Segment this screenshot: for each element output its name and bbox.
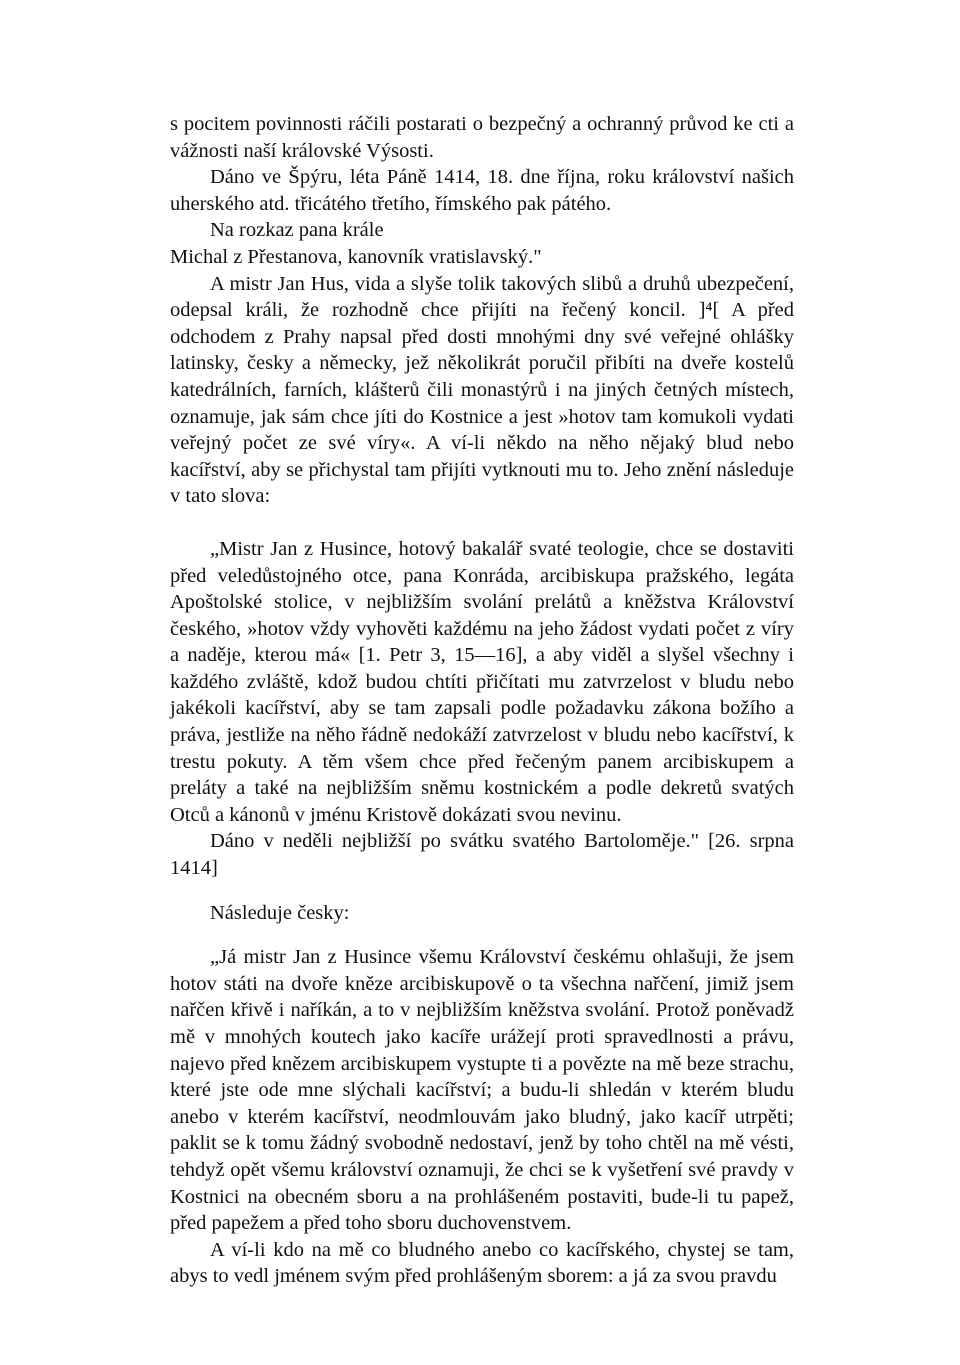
spacer	[170, 510, 794, 536]
spacer	[170, 926, 794, 944]
paragraph-6: „Mistr Jan z Husince, hotový bakalář svaté teologie, chce se dostaviti před veledůstojného otce, pana Konráda, arcibiskupa pražského, legáta Apoštolské stolice, v nejbližším svolání prelátů a kněžstva Království českého, »hotov vždy vyhověti každému na jeho žádost vydati počet z víry a naděje, kterou má« [1. Petr 3, 15—16], a aby viděl a slyšel všechny i každého zvláště, kdož budou chtíti přičítati mu zatvrzelost v bludu nebo jakékoli kacířství, aby se tam zapsali podle požadavku zákona božího a práva, jestliže na něho řádně nedokáží zatvrzelost v bludu nebo kacířství, k trestu pokuty. A těm všem chce před řečeným panem arcibiskupem a preláty a také na nejbližším sněmu kostnickém a podle dekretů svatých Otců a kánonů v jménu Kristově dokázati svou nevinu.	[170, 537, 794, 826]
paragraph-3: Na rozkaz pana krále	[210, 219, 384, 242]
paragraph-9: „Já mistr Jan z Husince všemu Království českému ohlašuji, že jsem hotov státi na dvoře kněze arcibiskupově o ta všechna nařčení, jimiž jsem nařčen křivě i naříkán, a to v nejbližším kněžstva svolání. Protož poněvadž mě v mnohých koutech jako kacíře urážejí proti spravedlnosti a právu, najevo před knězem arcibiskupem vystupte ti a povězte na mě beze strachu, které jste ode mne slýchali kacířství; a budu-li shledán v kterém bludu anebo v kterém kacířství, neodmlouvám jako bludný, jako kacíř utrpěti; paklit se k tomu žádný svobodně nedostaví, jenž by toho chtěl na mě vésti, tehdyž opět všemu království oznamuji, že chci se k vyšetření své pravdy v Kostnici na obecném sboru a na prohlášeném postaviti, bude-li tu papež, před papežem a před toho sboru duchovenstvem.	[170, 946, 794, 1235]
spacer	[170, 882, 794, 900]
paragraph-2: Dáno ve Špýru, léta Páně 1414, 18. dne října, roku království našich uherského atd. třicátého třetího, římského pak pátého.	[170, 166, 794, 215]
paragraph-7: Dáno v neděli nejbližší po svátku svatého Bartoloměje." [26. srpna 1414]	[170, 830, 794, 880]
paragraph-8: Následuje česky:	[210, 901, 350, 924]
paragraph-4: Michal z Přestanova, kanovník vratislavský."	[170, 245, 542, 268]
paragraph-10: A ví-li kdo na mě co bludného anebo co kacířského, chystej se tam, abys to vedl jménem svým před prohlášeným sborem: a já za svou pravdu	[170, 1238, 794, 1288]
document-page	[170, 111, 794, 1290]
paragraph-1: s pocitem povinnosti ráčili postarati o bezpečný a ochranný průvod ke cti a vážnosti naší královské Výsosti.	[170, 113, 794, 162]
paragraph-5: A mistr Jan Hus, vida a slyše tolik takových slibů a druhů ubezpečení, odepsal králi, že rozhodně chce přijíti na řečený koncil. ]⁴[ A před odchodem z Prahy napsal před dosti mnohými dny své veřejné ohlášky latinsky, česky a německy, jež několikrát poručil přibíti na dveře kostelů katedrálních, farních, klášterů čili monastýrů i na jiných četných místech, oznamuje, jak sám chce jíti do Kostnice a jest »hotov tam komukoli vydati veřejný počet ze své víry«. A ví-li někdo na něho nějaký blud nebo kacířství, aby se přichystal tam přijíti vytknouti mu to. Jeho znění následuje v tato slova:	[170, 272, 794, 508]
